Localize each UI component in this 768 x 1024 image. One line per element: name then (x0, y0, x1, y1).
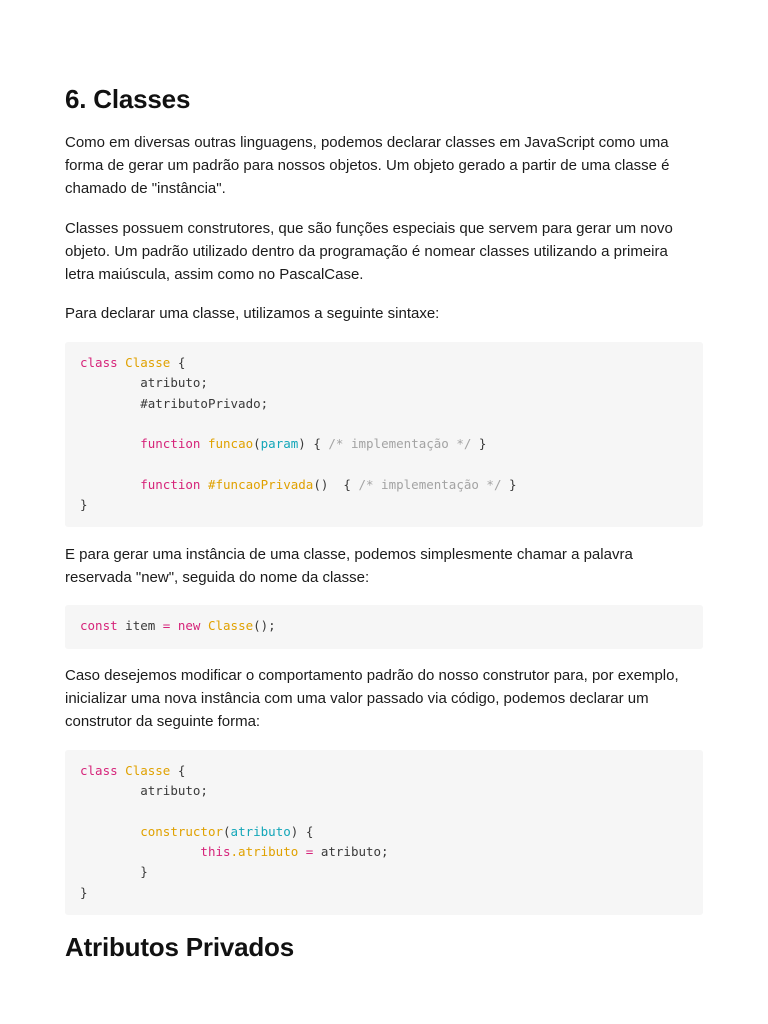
paragraph-syntax: Para declarar uma classe, utilizamos a seguinte sintaxe: (65, 305, 440, 322)
section-title: 6. Classes (65, 84, 191, 114)
paragraph-instance: E para gerar uma instância de uma classe, podemos simplesmente chamar a palavra reservada "new", seguida do nome da classe: (65, 546, 633, 586)
paragraph-constructors: Classes possuem construtores, que são funções especiais que servem para gerar um novo objeto. Um padrão utilizado dentro da programação é nomear classes utilizando a primeira letra maiúscula, assim como no PascalCase. (65, 220, 673, 283)
code-block-class-syntax[interactable]: class Classe { atributo; #atributoPrivado; function funcao(param) { /* implementação */ } function #funcaoPrivada() { /* implementação */ } } (65, 342, 703, 527)
paragraph-constructor: Caso desejemos modificar o comportamento padrão do nosso construtor para, por exemplo, inicializar uma nova instância com uma valor passado via código, podemos declarar um construtor da seguinte forma: (65, 667, 679, 730)
heading-private-attributes: Atributos Privados (65, 932, 294, 962)
code-block-constructor[interactable]: class Classe { atributo; constructor(atributo) { this.atributo = atributo; } } (65, 750, 703, 915)
code-block-new-instance[interactable]: const item = new Classe(); (65, 605, 703, 649)
paragraph-intro: Como em diversas outras linguagens, podemos declarar classes em JavaScript como uma forma de gerar um padrão para nossos objetos. Um objeto gerado a partir de uma classe é chamado de "instância". (65, 134, 670, 197)
